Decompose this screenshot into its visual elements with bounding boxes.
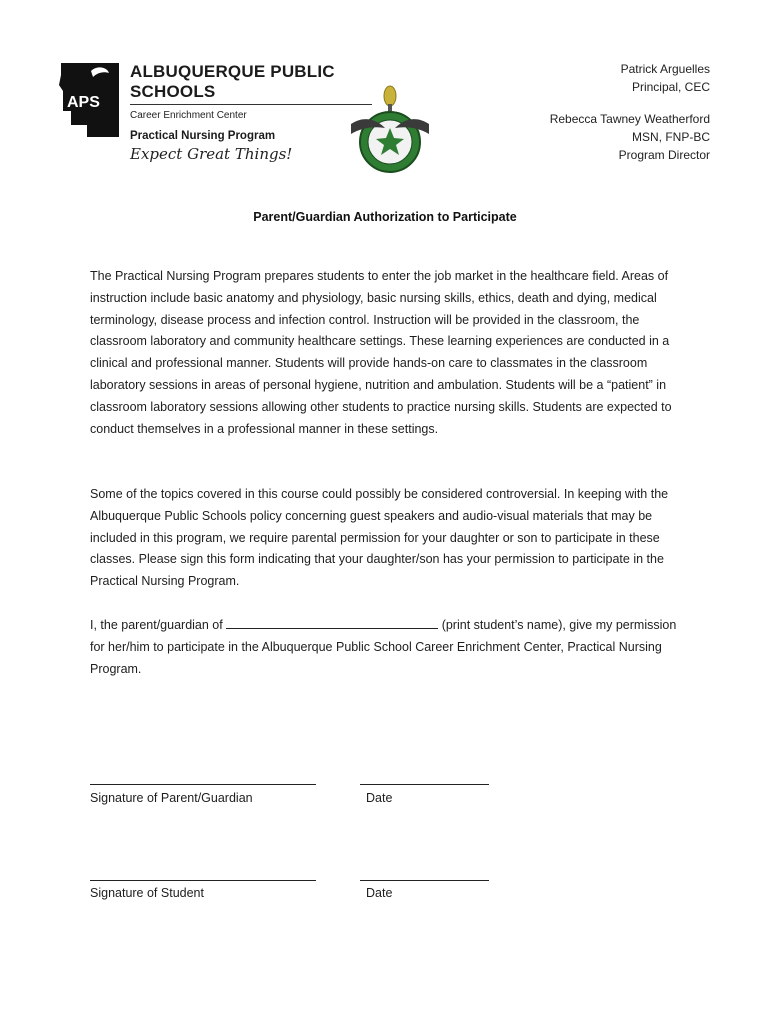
org-name: ALBUQUERQUE PUBLIC SCHOOLS xyxy=(130,62,335,101)
director-title: Program Director xyxy=(618,148,710,162)
student-date-field[interactable] xyxy=(360,880,489,881)
student-name-field[interactable] xyxy=(226,616,438,629)
parent-date-label: Date xyxy=(366,791,393,805)
paragraph-program-description: The Practical Nursing Program prepares students to enter the job market in the healthcare field. Areas of instruction include basic anatomy and physiology, basic nursing skills, ethics, death and dying, medical terminology, disease process and infection control. Instruction will be provided in the classroom, the classroom laboratory and community healthcare settings. These learning experiences are conducted in a clinical and professional manner. Students will provide hands-on care to classmates in the classroom laboratory sessions in areas of personal hygiene, nutrition and ambulation. Students will be a “patient” in classroom laboratory sessions allowing other students to practice nursing skills. Students are expected to conduct themselves in a professional manner in these settings. xyxy=(90,269,672,436)
student-date-label: Date xyxy=(366,886,393,900)
principal-title: Principal, CEC xyxy=(631,80,710,94)
parent-signature-label: Signature of Parent/Guardian xyxy=(90,791,253,805)
brand-divider xyxy=(130,104,372,105)
contacts-spacer xyxy=(550,96,710,110)
director-name: Rebecca Tawney Weatherford xyxy=(549,112,710,126)
center-name: Career Enrichment Center xyxy=(130,110,247,121)
student-signature-label: Signature of Student xyxy=(90,886,204,900)
paragraph-permission-request: Some of the topics covered in this course could possibly be considered controversial. In keeping with the Albuquerque Public Schools policy concerning guest speakers and audio-visual materials that may be included in this program, we require parental permission for your daughter or son to participate in these classes. Please sign this form indicating that your daughter/son has your permission to participate in the Practical Nursing Program. xyxy=(90,487,669,589)
parent-signature-field[interactable] xyxy=(90,784,316,785)
document-title: Parent/Guardian Authorization to Participate xyxy=(253,210,517,224)
director-credentials: MSN, FNP-BC xyxy=(632,130,710,144)
authorization-text-end: (print student’s name), give my permission for her/him to participate in the Albuquerque Public School Career Enrichment Center, Practical Nursing Program. xyxy=(90,618,677,676)
program-name: Practical Nursing Program xyxy=(130,130,276,142)
paragraph-authorization xyxy=(90,615,690,680)
aps-logo-text: APS xyxy=(67,94,100,111)
principal-name: Patrick Arguelles xyxy=(620,62,710,76)
parent-date-field[interactable] xyxy=(360,784,489,785)
nursing-seal-icon xyxy=(345,84,435,176)
brand-block xyxy=(130,62,375,163)
student-signature-field[interactable] xyxy=(90,880,316,881)
tagline: Expect Great Things! xyxy=(130,145,293,163)
aps-logo-icon xyxy=(57,61,123,139)
contacts-block xyxy=(550,60,710,164)
authorization-text-start: I, the parent/guardian of xyxy=(90,618,227,632)
